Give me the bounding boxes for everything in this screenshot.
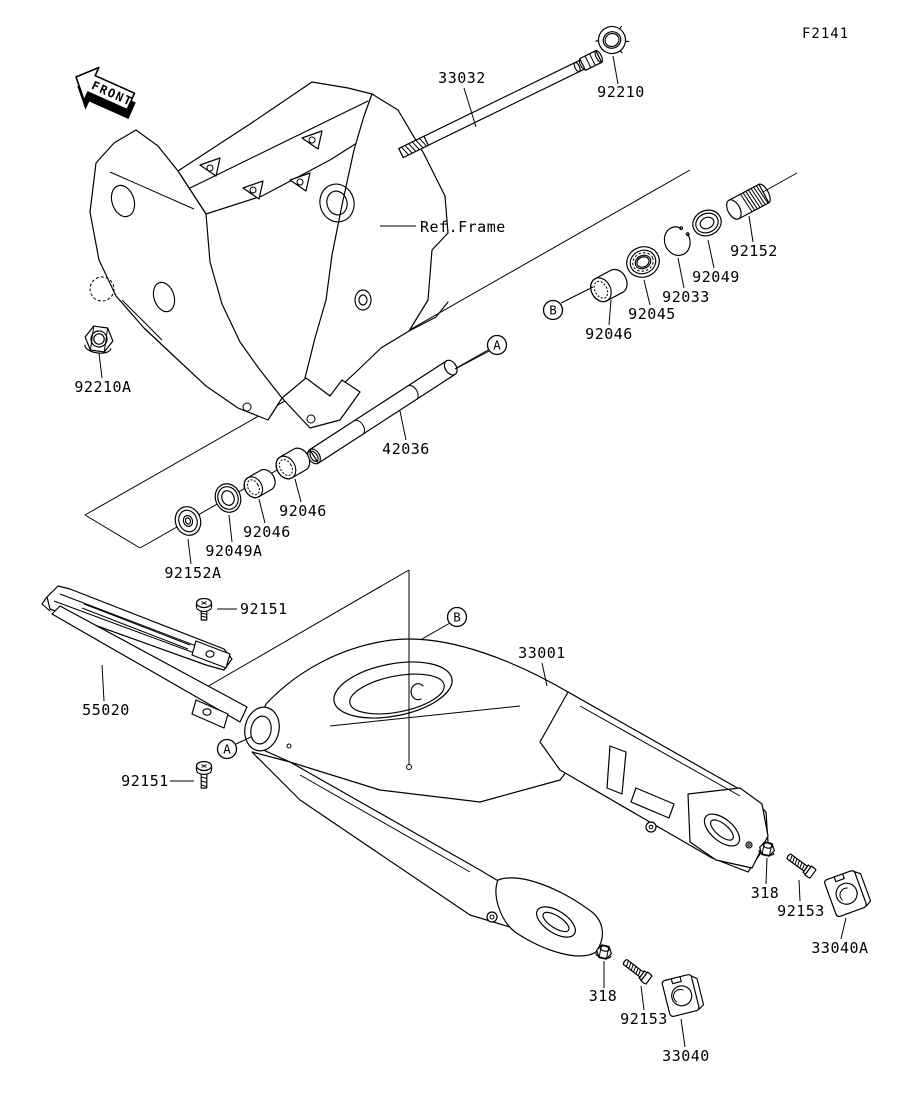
figure-code: F2141 (802, 26, 850, 42)
part-92152-collar (724, 182, 773, 221)
front-arrow-text: FRONT (89, 78, 135, 109)
part-label-55020: 55020 (82, 701, 130, 719)
part-label-92152a: 92152A (164, 564, 222, 582)
part-33040-chain-holder-left (662, 973, 705, 1017)
part-92151-screw-bottom (197, 762, 212, 789)
part-92046-needle-bearing-upper (587, 266, 631, 305)
part-label-92210: 92210 (597, 83, 645, 101)
view-ref-a-bottom (218, 740, 237, 759)
part-label-92033: 92033 (662, 288, 710, 306)
view-ref-b-bottom (448, 608, 467, 627)
part-label-33001: 33001 (518, 644, 566, 662)
part-label-318-left: 318 (588, 987, 618, 1005)
ref-frame-part (90, 82, 448, 428)
part-label-92049a: 92049A (205, 542, 263, 560)
part-label-92049: 92049 (692, 268, 740, 286)
part-label-33040: 33040 (662, 1047, 710, 1065)
part-label-42036: 42036 (382, 440, 430, 458)
view-ref-a-top (488, 336, 507, 355)
part-92152a-cap (171, 503, 204, 539)
part-33032-pivot-shaft (398, 50, 604, 159)
part-label-92046-2: 92046 (279, 502, 327, 520)
swingarm-part (241, 639, 768, 956)
part-92151-screw-top (197, 599, 212, 621)
part-label-92045: 92045 (628, 305, 676, 323)
part-92210a-nut (83, 325, 114, 355)
ref-frame-label: Ref.Frame (420, 218, 506, 236)
part-92153-bolt-left (621, 957, 652, 984)
part-label-318-right: 318 (750, 884, 780, 902)
part-label-92046-upper: 92046 (585, 325, 633, 343)
part-55020-chain-guard (42, 586, 247, 728)
front-direction-arrow (65, 61, 142, 128)
part-92049-oil-seal (689, 206, 726, 241)
svg-text:B: B (549, 302, 557, 318)
part-label-92210a: 92210A (74, 378, 132, 396)
part-label-92046-1: 92046 (243, 523, 291, 541)
part-92046-needle-bearing-2 (272, 445, 313, 483)
part-label-33032: 33032 (438, 69, 486, 87)
part-label-33040a: 33040A (811, 939, 869, 957)
part-92045-ball-bearing (622, 242, 664, 283)
part-33040a-chain-holder-right (824, 868, 872, 917)
part-label-92153-right: 92153 (777, 902, 825, 920)
part-label-92151-top: 92151 (240, 600, 288, 618)
part-label-92151-bottom: 92151 (121, 772, 169, 790)
part-92049a-oil-seal (211, 480, 245, 516)
part-92033-snap-ring (660, 222, 696, 259)
view-ref-b-top (544, 301, 563, 320)
part-label-92152: 92152 (730, 242, 778, 260)
part-92210-ring-nut (593, 22, 632, 60)
svg-text:A: A (223, 741, 231, 757)
part-92153-bolt-right (785, 851, 817, 878)
svg-text:B: B (453, 609, 461, 625)
part-label-92153-left: 92153 (620, 1010, 668, 1028)
part-92046-needle-bearing-1 (241, 466, 279, 501)
svg-text:A: A (493, 337, 501, 353)
